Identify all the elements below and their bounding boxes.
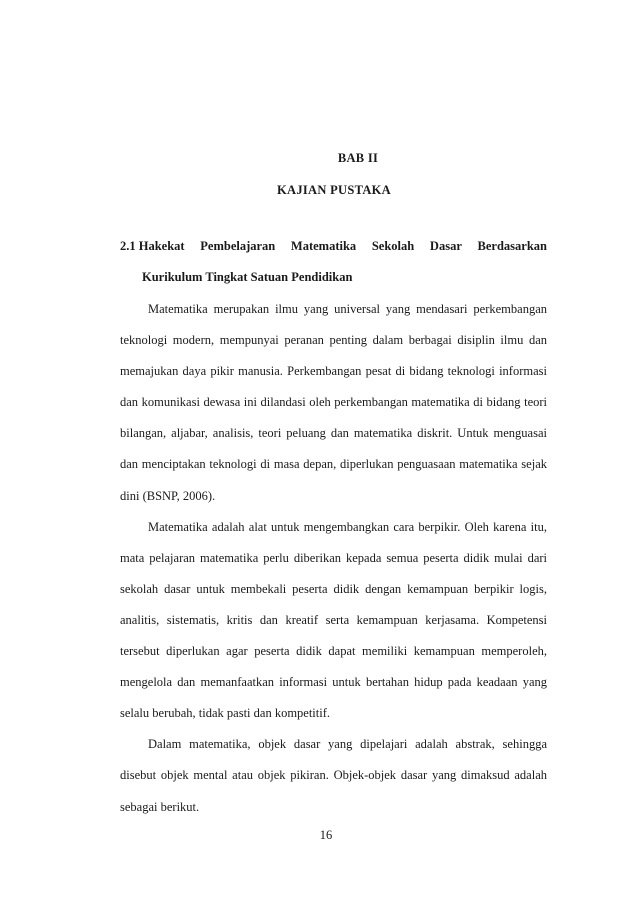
paragraph: Matematika merupakan ilmu yang universal yang mendasari perkembangan teknologi modern, mempunyai peranan penting dalam berbagai disiplin ilmu dan memajukan daya pikir manusia. Perkembangan pesat di bidang teknologi informasi dan komunikasi dewasa ini dilandasi oleh perkembangan matematika di bidang teori bilangan, aljabar, analisis, teori peluang dan matematika diskrit. Untuk menguasai dan menciptakan teknologi di masa depan, diperlukan penguasaan matematika sejak dini (BSNP, 2006). <box>120 302 547 503</box>
section-title-word: Pembelajaran <box>200 239 276 253</box>
section-number: 2.1 <box>120 239 136 253</box>
section-title-word: Berdasarkan <box>477 239 547 253</box>
section-heading-line-2: Kurikulum Tingkat Satuan Pendidikan <box>142 270 353 284</box>
body-text <box>120 294 547 823</box>
chapter-number: BAB II <box>337 151 379 165</box>
section-title-word: Matematika <box>290 239 357 253</box>
section-heading <box>120 238 547 285</box>
paragraph: Dalam matematika, objek dasar yang dipelajari adalah abstrak, sehingga disebut objek mental atau objek pikiran. Objek-objek dasar yang dimaksud adalah sebagai berikut. <box>120 737 547 814</box>
section-title-word: Sekolah <box>371 239 415 253</box>
chapter-title: KAJIAN PUSTAKA <box>276 183 392 197</box>
page-number: 16 <box>319 828 333 842</box>
section-title-word: Dasar <box>429 239 462 253</box>
paragraph: Matematika adalah alat untuk mengembangkan cara berpikir. Oleh karena itu, mata pelajaran matematika perlu diberikan kepada semua peserta didik mulai dari sekolah dasar untuk membekali peserta didik dengan kemampuan berpikir logis, analitis, sistematis, kritis dan kreatif serta kemampuan kerjasama. Kompetensi tersebut diperlukan agar peserta didik dapat memiliki kemampuan memperoleh, mengelola dan memanfaatkan informasi untuk bertahan hidup pada keadaan yang selalu berubah, tidak pasti dan kompetitif. <box>120 519 547 721</box>
section-number-and-first-word <box>120 238 185 254</box>
section-heading-line-1 <box>120 238 547 254</box>
section-title-word: Hakekat <box>138 239 185 253</box>
